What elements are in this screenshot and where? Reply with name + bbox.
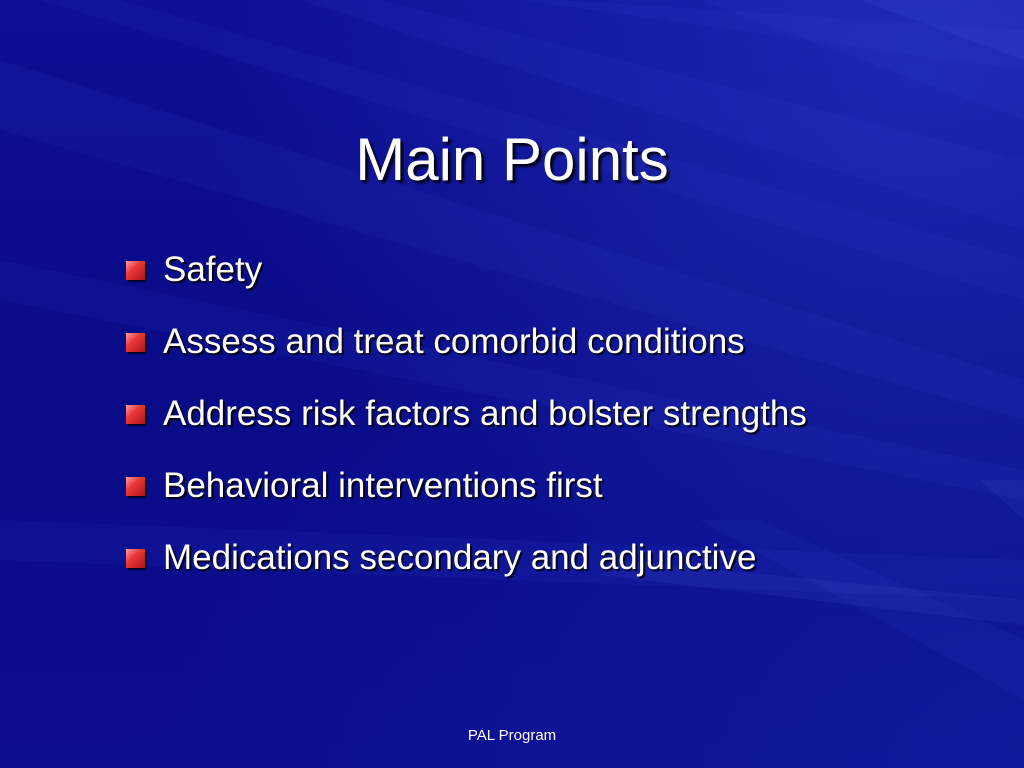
- red-square-bullet-icon: [126, 405, 145, 424]
- bullet-text-risk-factors: Address risk factors and bolster strengths: [163, 394, 807, 433]
- red-square-bullet-icon: [126, 477, 145, 496]
- bullet-text-comorbid: Assess and treat comorbid conditions: [163, 322, 745, 361]
- slide-footer: PAL Program: [467, 727, 557, 744]
- bullet-text-behavioral: Behavioral interventions first: [163, 466, 603, 505]
- red-square-bullet-icon: [126, 333, 145, 352]
- red-square-bullet-icon: [126, 261, 145, 280]
- slide-title: Main Points: [355, 126, 669, 193]
- red-square-bullet-icon: [126, 549, 145, 568]
- bullet-text-medications: Medications secondary and adjunctive: [163, 538, 757, 577]
- bullet-text-safety: Safety: [163, 250, 263, 289]
